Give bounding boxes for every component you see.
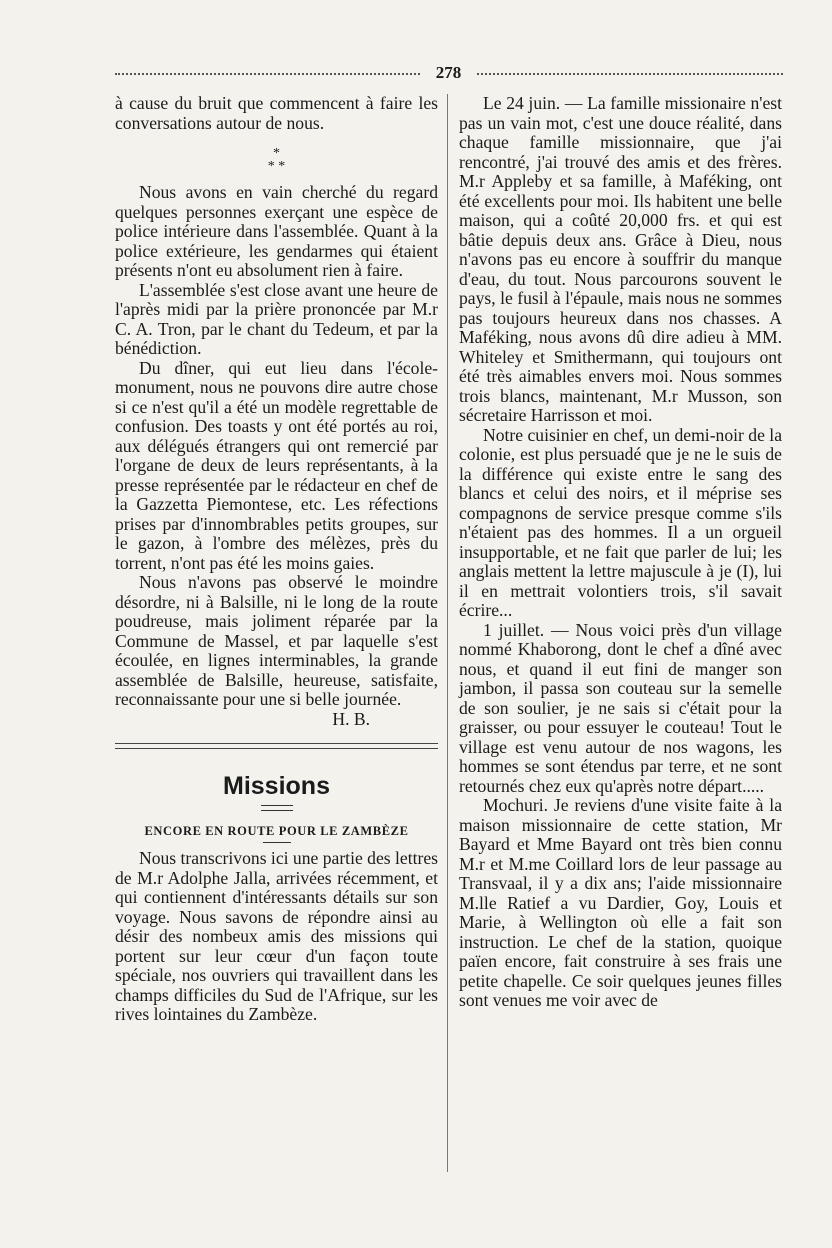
paragraph: Notre cuisinier en chef, un demi-noir de la colonie, est plus persuadé que je ne le suis de la différence qui existe entre le sang des blancs et celui des noirs, et il méprise ses compagnons de service presque comme s'ils n'étaient pas des hommes. Il a un orgueil insupportable, et ne fait que parler de lui; les anglais mettent la lettre majuscule à je (I), lui il en mettrait volontiers trois, s'il savait écrire... [459, 424, 782, 620]
header-rule-right [477, 73, 783, 75]
stars-bottom: * * [267, 159, 286, 174]
paragraph: Le 24 juin. — La famille missionaire n'est pas un vain mot, c'est une douce réalité, dans chaque famille missionnaire, que j'ai rencontré, j'ai trouvé des amis et des frères. M.r Appleby et sa famille, à Maféking, ont été excellents pour moi. Ils habitent une belle maison, qui a coûté 20,000 frs. et qui est bâtie depuis deux ans. Grâce à Dieu, nous n'avons pas eu encore à souffrir du manque d'eau, du tout. Nous parcourons souvent le pays, le fusil à l'épaule, mais nous ne sommes pas toujours heureux dans nos chasses. A Maféking, nous avons dû dire adieu à MM. Whiteley et Smithermann, qui toujours ont été très aimables envers moi. Nous sommes trois blancs, maintenant, M.r Musson, son sécretaire Harrisson et moi. [459, 93, 782, 425]
paragraph: Du dîner, qui eut lieu dans l'école-monument, nous ne pouvons dire autre chose si ce n'est qu'il a été un modèle regrettable de confusion. Des toasts y ont été portés au roi, aux délégués étrangers qui ont remercié par l'organe de deux de leurs représentants, à la presse représentée par le rédacteur en chef de la Gazzetta Piemontese, etc. Les réfections prises par d'innombrables petits groupes, sur le gazon, à l'ombre des mélèzes, près du torrent, n'ont pas été les moins gaies. [115, 357, 438, 573]
page-number: 278 [435, 63, 462, 82]
header-rule-left [115, 73, 420, 75]
paragraph: Nous n'avons pas observé le moindre désordre, ni à Balsille, ni le long de la route poudreuse, mais joliment réparée par la Commune de Massel, et par laquelle s'est écoulée, en lignes interminables, la grande assemblée de Balsille, heureuse, satisfaite, reconnaissante pour une si belle journée. [115, 572, 438, 709]
section-separator [115, 743, 438, 749]
column-divider [447, 94, 448, 1172]
left-column [115, 94, 438, 1025]
section-break [115, 147, 438, 173]
section-title: Missions [223, 772, 330, 800]
signature: H. B. [332, 708, 370, 729]
paragraph: Nous avons en vain cherché du regard quelques personnes exerçant une espèce de police intérieure dans l'assemblée. Quant à la police extérieure, les gendarmes qui étaient présents n'ont eu absolument rien à faire. [115, 182, 438, 280]
article-subtitle: ENCORE EN ROUTE POUR LE ZAMBÈZE [144, 824, 409, 838]
paragraph: Mochuri. Je reviens d'une visite faite à la maison missionnaire de cette station, Mr Bayard et Mme Bayard ont très bien connu M.r et M.me Coillard lors de leur passage au Transvaal, il y a dix ans; l'aide missionnaire M.lle Ratief a vu Dardier, Goy, Louis et Marie, à Wellington où elle a fait son instruction. Le chef de la station, quoique païen encore, fait construire à ses frais une petite chapelle. Ce soir quelques jeunes filles sont venues me voir avec de [459, 795, 782, 1010]
paragraph: Nous transcrivons ici une partie des lettres de M.r Adolphe Jalla, arrivées récemment, et qui contiennent d'intéressants détails sur son voyage. Nous savons de répondre ainsi au désir des nombeux amis des missions qui portent sur leur cœur d'un façon toute spéciale, nos ouvriers qui travaillent dans les champs difficiles du Sud de l'Afrique, sur les rives lointaines du Zambèze. [115, 848, 439, 1024]
right-column [459, 94, 782, 1011]
paragraph: 1 juillet. — Nous voici près d'un village nommé Khaborong, dont le chef a dîné avec nous, et quand il eut fini de manger son jambon, il passa son couteau sur la semelle de son soulier, je ne sais si c'était pour la graisser, ou pour essuyer le couteau! Tout le village est venu autour de nos wagons, les hommes se sont étendus par terre, et ne sont retournés chez eux qu'après notre départ..... [459, 619, 782, 796]
subtitle-dash [263, 842, 291, 843]
page-header [115, 62, 783, 84]
paragraph: L'assemblée s'est close avant une heure de l'après midi par la prière prononcée par M.r C. A. Tron, par le chant du Tedeum, et par la bénédiction. [115, 279, 438, 358]
stars-top: * [273, 146, 280, 161]
paragraph: à cause du bruit que commencent à faire les conversations autour de nous. [115, 93, 438, 133]
title-ornament [261, 805, 293, 811]
